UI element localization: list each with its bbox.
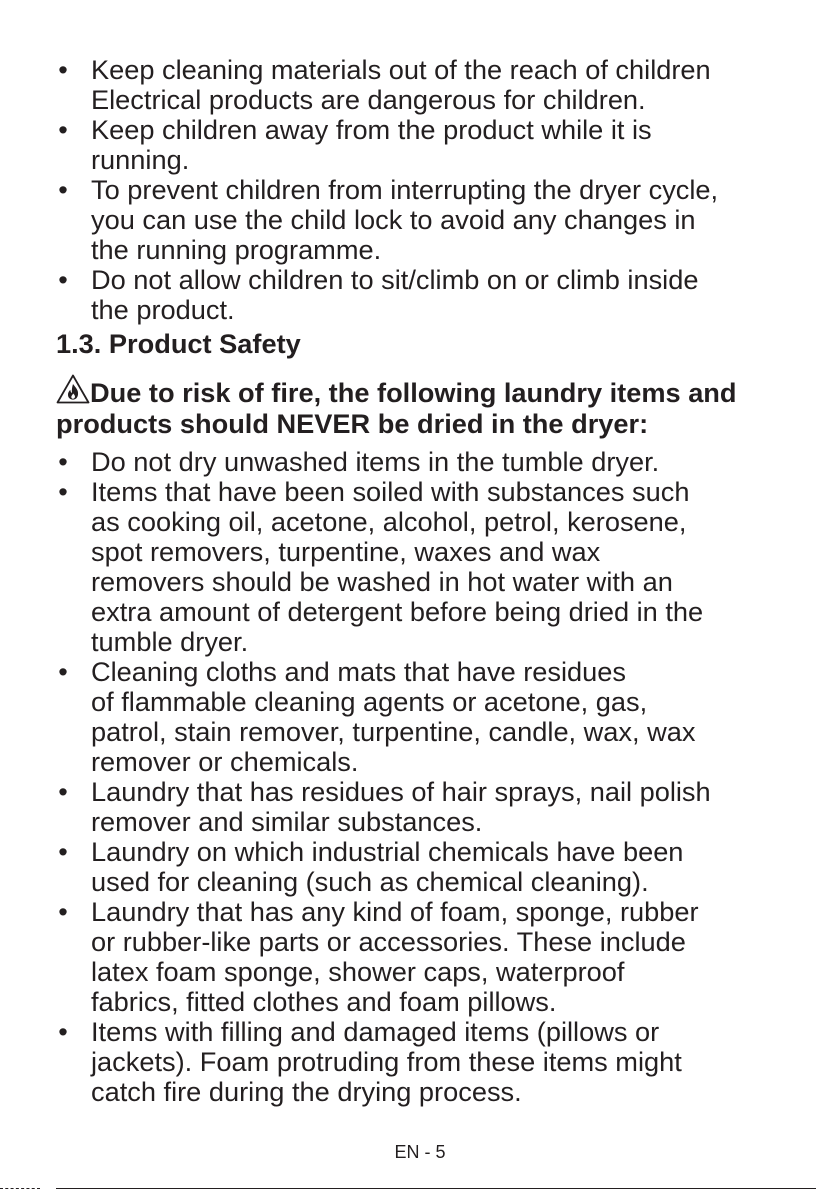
bullet: • — [58, 54, 68, 85]
crop-mark — [0, 1188, 40, 1189]
list-item — [56, 447, 786, 477]
list-item-text: Do not dry unwashed items in the tumble dryer. — [91, 446, 660, 477]
page-number: EN - 5 — [394, 1142, 446, 1162]
list-item-text: Items with filling and damaged items (pillows or jackets). Foam protruding from these items might catch fire during the drying process. — [91, 1016, 682, 1107]
bullet: • — [58, 1016, 68, 1047]
list-item-text: Do not allow children to sit/climb on or climb inside the product. — [91, 264, 699, 325]
list-item — [56, 837, 786, 897]
fire-warning-icon — [56, 374, 90, 404]
list-item-text: Items that have been soiled with substances such as cooking oil, acetone, alcohol, petrol, kerosene, spot removers, turpentine, waxes and wax removers should be washed in hot water with an extra amount of detergent before being dried in the tumble dryer. — [91, 476, 704, 657]
list-item — [56, 777, 786, 837]
list-item-text: Keep cleaning materials out of the reach of children Electrical products are dangerous for children. — [91, 54, 711, 115]
bullet: • — [58, 776, 68, 807]
bullet: • — [58, 476, 68, 507]
list-item — [56, 657, 786, 777]
list-item-text: Laundry that has residues of hair sprays, nail polish remover and similar substances. — [91, 776, 711, 837]
list-item — [56, 55, 786, 115]
fire-warning — [56, 374, 796, 439]
list-item-text: Keep children away from the product while it is running. — [91, 114, 652, 175]
section-heading: 1.3. Product Safety — [56, 328, 301, 359]
list-item-text: Laundry on which industrial chemicals have been used for cleaning (such as chemical cleaning). — [91, 836, 684, 897]
warning-text: Due to risk of fire, the following laundry items and products should NEVER be dried in the dryer: — [56, 377, 737, 439]
bullet: • — [58, 656, 68, 687]
list-item-text: Cleaning cloths and mats that have residues of flammable cleaning agents or acetone, gas, patrol, stain remover, turpentine, candle, wax, wax remover or chemicals. — [91, 656, 696, 777]
bullet: • — [58, 836, 68, 867]
list-item — [56, 115, 786, 175]
footer-rule — [56, 1188, 816, 1189]
list-item — [56, 897, 786, 1017]
fire-risk-items-list — [56, 447, 786, 1107]
list-item — [56, 477, 786, 657]
list-item-text: Laundry that has any kind of foam, sponge, rubber or rubber-like parts or accessories. These include latex foam sponge, shower caps, waterproof fabrics, fitted clothes and foam pillows. — [91, 896, 699, 1017]
list-item — [56, 265, 786, 325]
bullet: • — [58, 174, 68, 205]
bullet: • — [58, 114, 68, 145]
bullet: • — [58, 896, 68, 927]
child-safety-list — [56, 55, 786, 325]
list-item — [56, 1017, 786, 1107]
list-item — [56, 175, 786, 265]
bullet: • — [58, 446, 68, 477]
bullet: • — [58, 264, 68, 295]
list-item-text: To prevent children from interrupting the dryer cycle, you can use the child lock to avoid any changes in the running programme. — [91, 174, 719, 265]
